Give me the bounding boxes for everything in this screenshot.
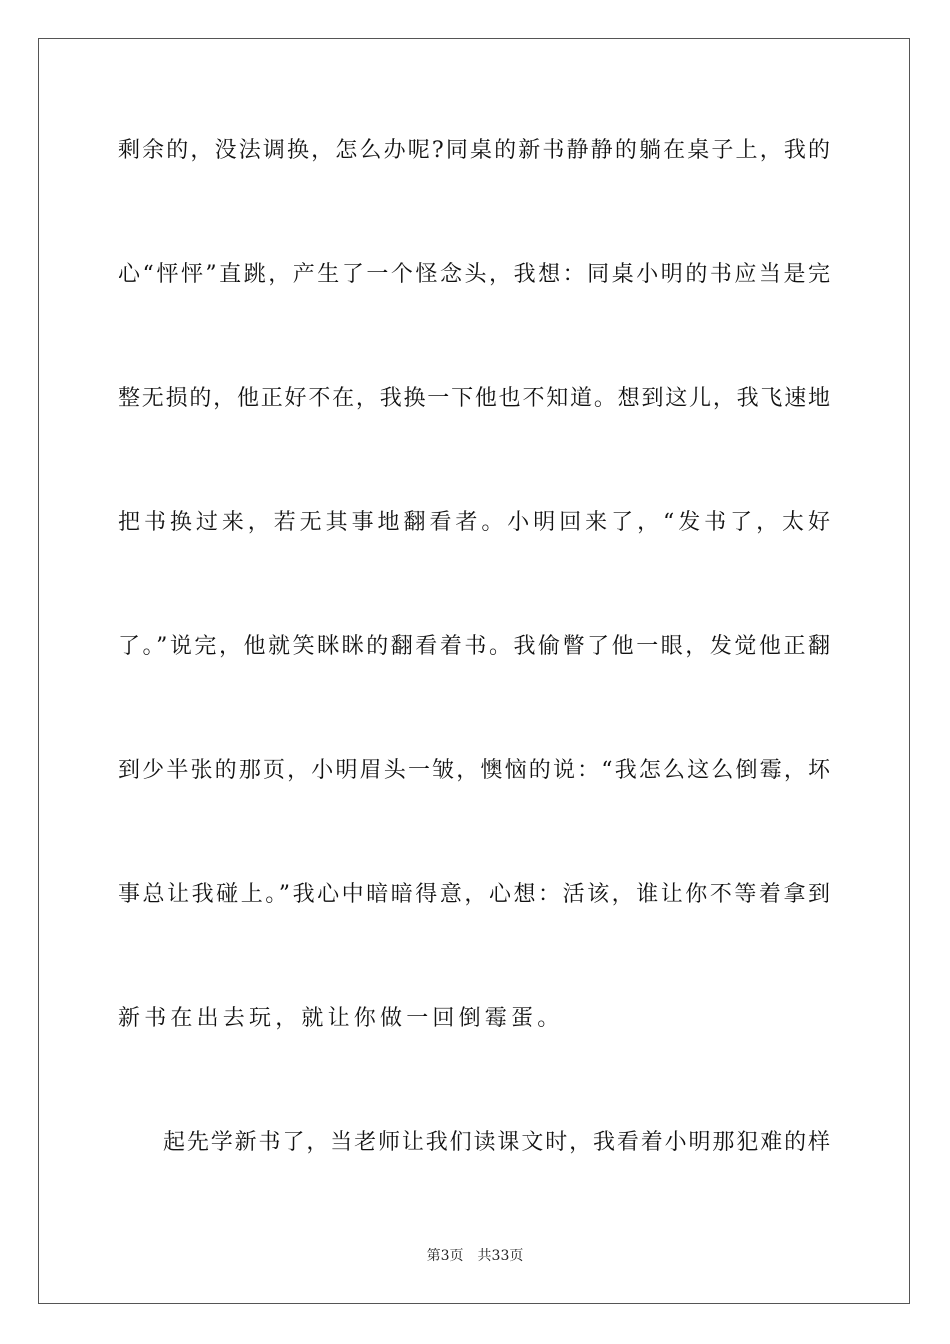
paragraph-line: 起先学新书了，当老师让我们读课文时，我看着小明那犯难的样 (163, 1130, 830, 1155)
paragraph-line: 整无损的，他正好不在，我换一下他也不知道。想到这儿，我飞速地 (118, 386, 830, 411)
paragraph-line: 把书换过来，若无其事地翻看者。小明回来了，“发书了，太好 (118, 510, 830, 535)
paragraph-line: 了。”说完，他就笑眯眯的翻看着书。我偷瞥了他一眼，发觉他正翻 (118, 634, 830, 659)
page-number: 第3页 (426, 1248, 464, 1264)
paragraph-line: 到少半张的那页，小明眉头一皱，懊恼的说：“我怎么这么倒霉，坏 (118, 758, 830, 783)
total-pages: 共33页 (477, 1248, 524, 1264)
page-footer (0, 1246, 950, 1266)
paragraph-line: 心“怦怦”直跳，产生了一个怪念头，我想：同桌小明的书应当是完 (118, 262, 830, 287)
paragraph-line: 剩余的，没法调换，怎么办呢?同桌的新书静静的躺在桌子上，我的 (118, 138, 830, 163)
paragraph-line: 新书在出去玩，就让你做一回倒霉蛋。 (118, 1006, 564, 1031)
page-border (38, 38, 910, 1304)
paragraph-line: 事总让我碰上。”我心中暗暗得意，心想：活该，谁让你不等着拿到 (118, 882, 830, 907)
